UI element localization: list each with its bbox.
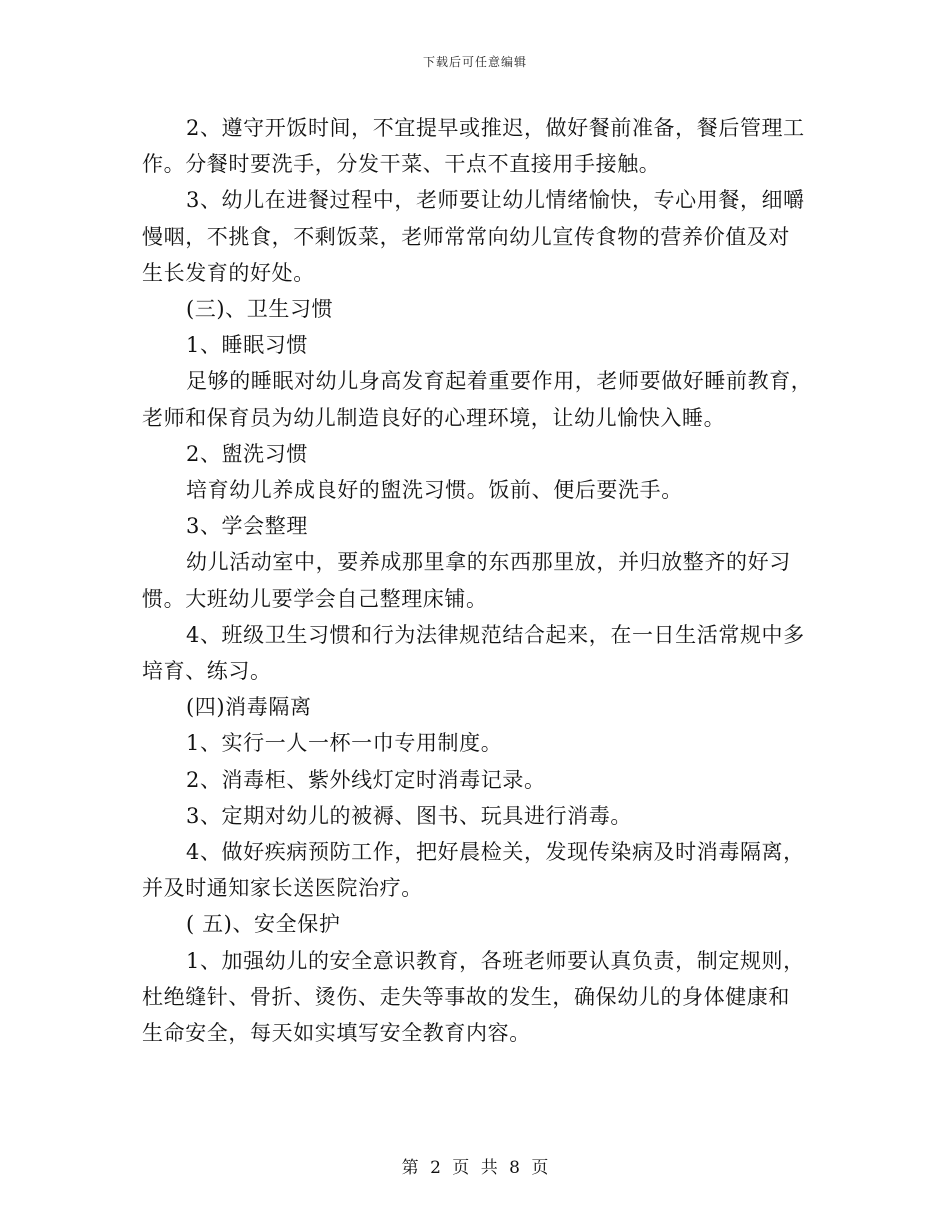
subsection-heading: 2、盥洗习惯 [186,441,308,466]
body-line: 培育幼儿养成良好的盥洗习惯。饭前、便后要洗手。 [186,478,683,503]
body-line: 幼儿活动室中，要养成那里拿的东西那里放，并归放整齐的好习 [186,550,791,575]
subsection-heading: 1、睡眠习惯 [186,333,308,358]
body-line: 1、加强幼儿的安全意识教育，各班老师要认真负责，制定规则， [186,948,805,973]
document-body [142,110,813,1051]
body-line: 4、班级卫生习惯和行为法律规范结合起来，在一日生活常规中多 [186,622,805,647]
body-line: 生命安全，每天如实填写安全教育内容。 [142,1021,531,1046]
section-heading: ( 五)、安全保护 [186,912,341,937]
body-line: 足够的睡眠对幼儿身高发育起着重要作用，老师要做好睡前教育， [186,369,813,394]
body-line: 作。分餐时要洗手，分发干菜、干点不直接用手接触。 [142,152,661,177]
page-footer: 第 2 页 共 8 页 [401,1158,549,1178]
body-line: 杜绝缝针、骨折、烫伤、走失等事故的发生，确保幼儿的身体健康和 [142,984,790,1009]
subsection-heading: 3、学会整理 [186,514,308,539]
section-heading: (三)、卫生习惯 [186,297,334,322]
page-header: 下载后可任意编辑 [422,55,527,69]
body-line: 2、消毒柜、紫外线灯定时消毒记录。 [186,767,546,792]
body-line: 4、做好疾病预防工作，把好晨检关，发现传染病及时消毒隔离， [186,840,805,865]
body-line: 3、定期对幼儿的被褥、图书、玩具进行消毒。 [186,803,632,828]
body-line: 老师和保育员为幼儿制造良好的心理环境，让幼儿愉快入睡。 [142,405,726,430]
body-line: 2、遵守开饭时间，不宜提早或推迟，做好餐前准备，餐后管理工 [186,116,805,140]
body-line: 培育、练习。 [142,659,272,684]
section-heading: (四)消毒隔离 [186,695,312,720]
body-line: 慢咽，不挑食，不剩饭菜，老师常常向幼儿宣传食物的营养价值及对 [142,224,790,249]
body-line: 惯。大班幼儿要学会自己整理床铺。 [142,586,488,611]
body-line: 1、实行一人一杯一巾专用制度。 [186,731,503,756]
body-line: 并及时通知家长送医院治疗。 [142,876,423,901]
body-line: 生长发育的好处。 [142,260,315,285]
body-line: 3、幼儿在进餐过程中，老师要让幼儿情绪愉快，专心用餐，细嚼 [186,188,805,213]
